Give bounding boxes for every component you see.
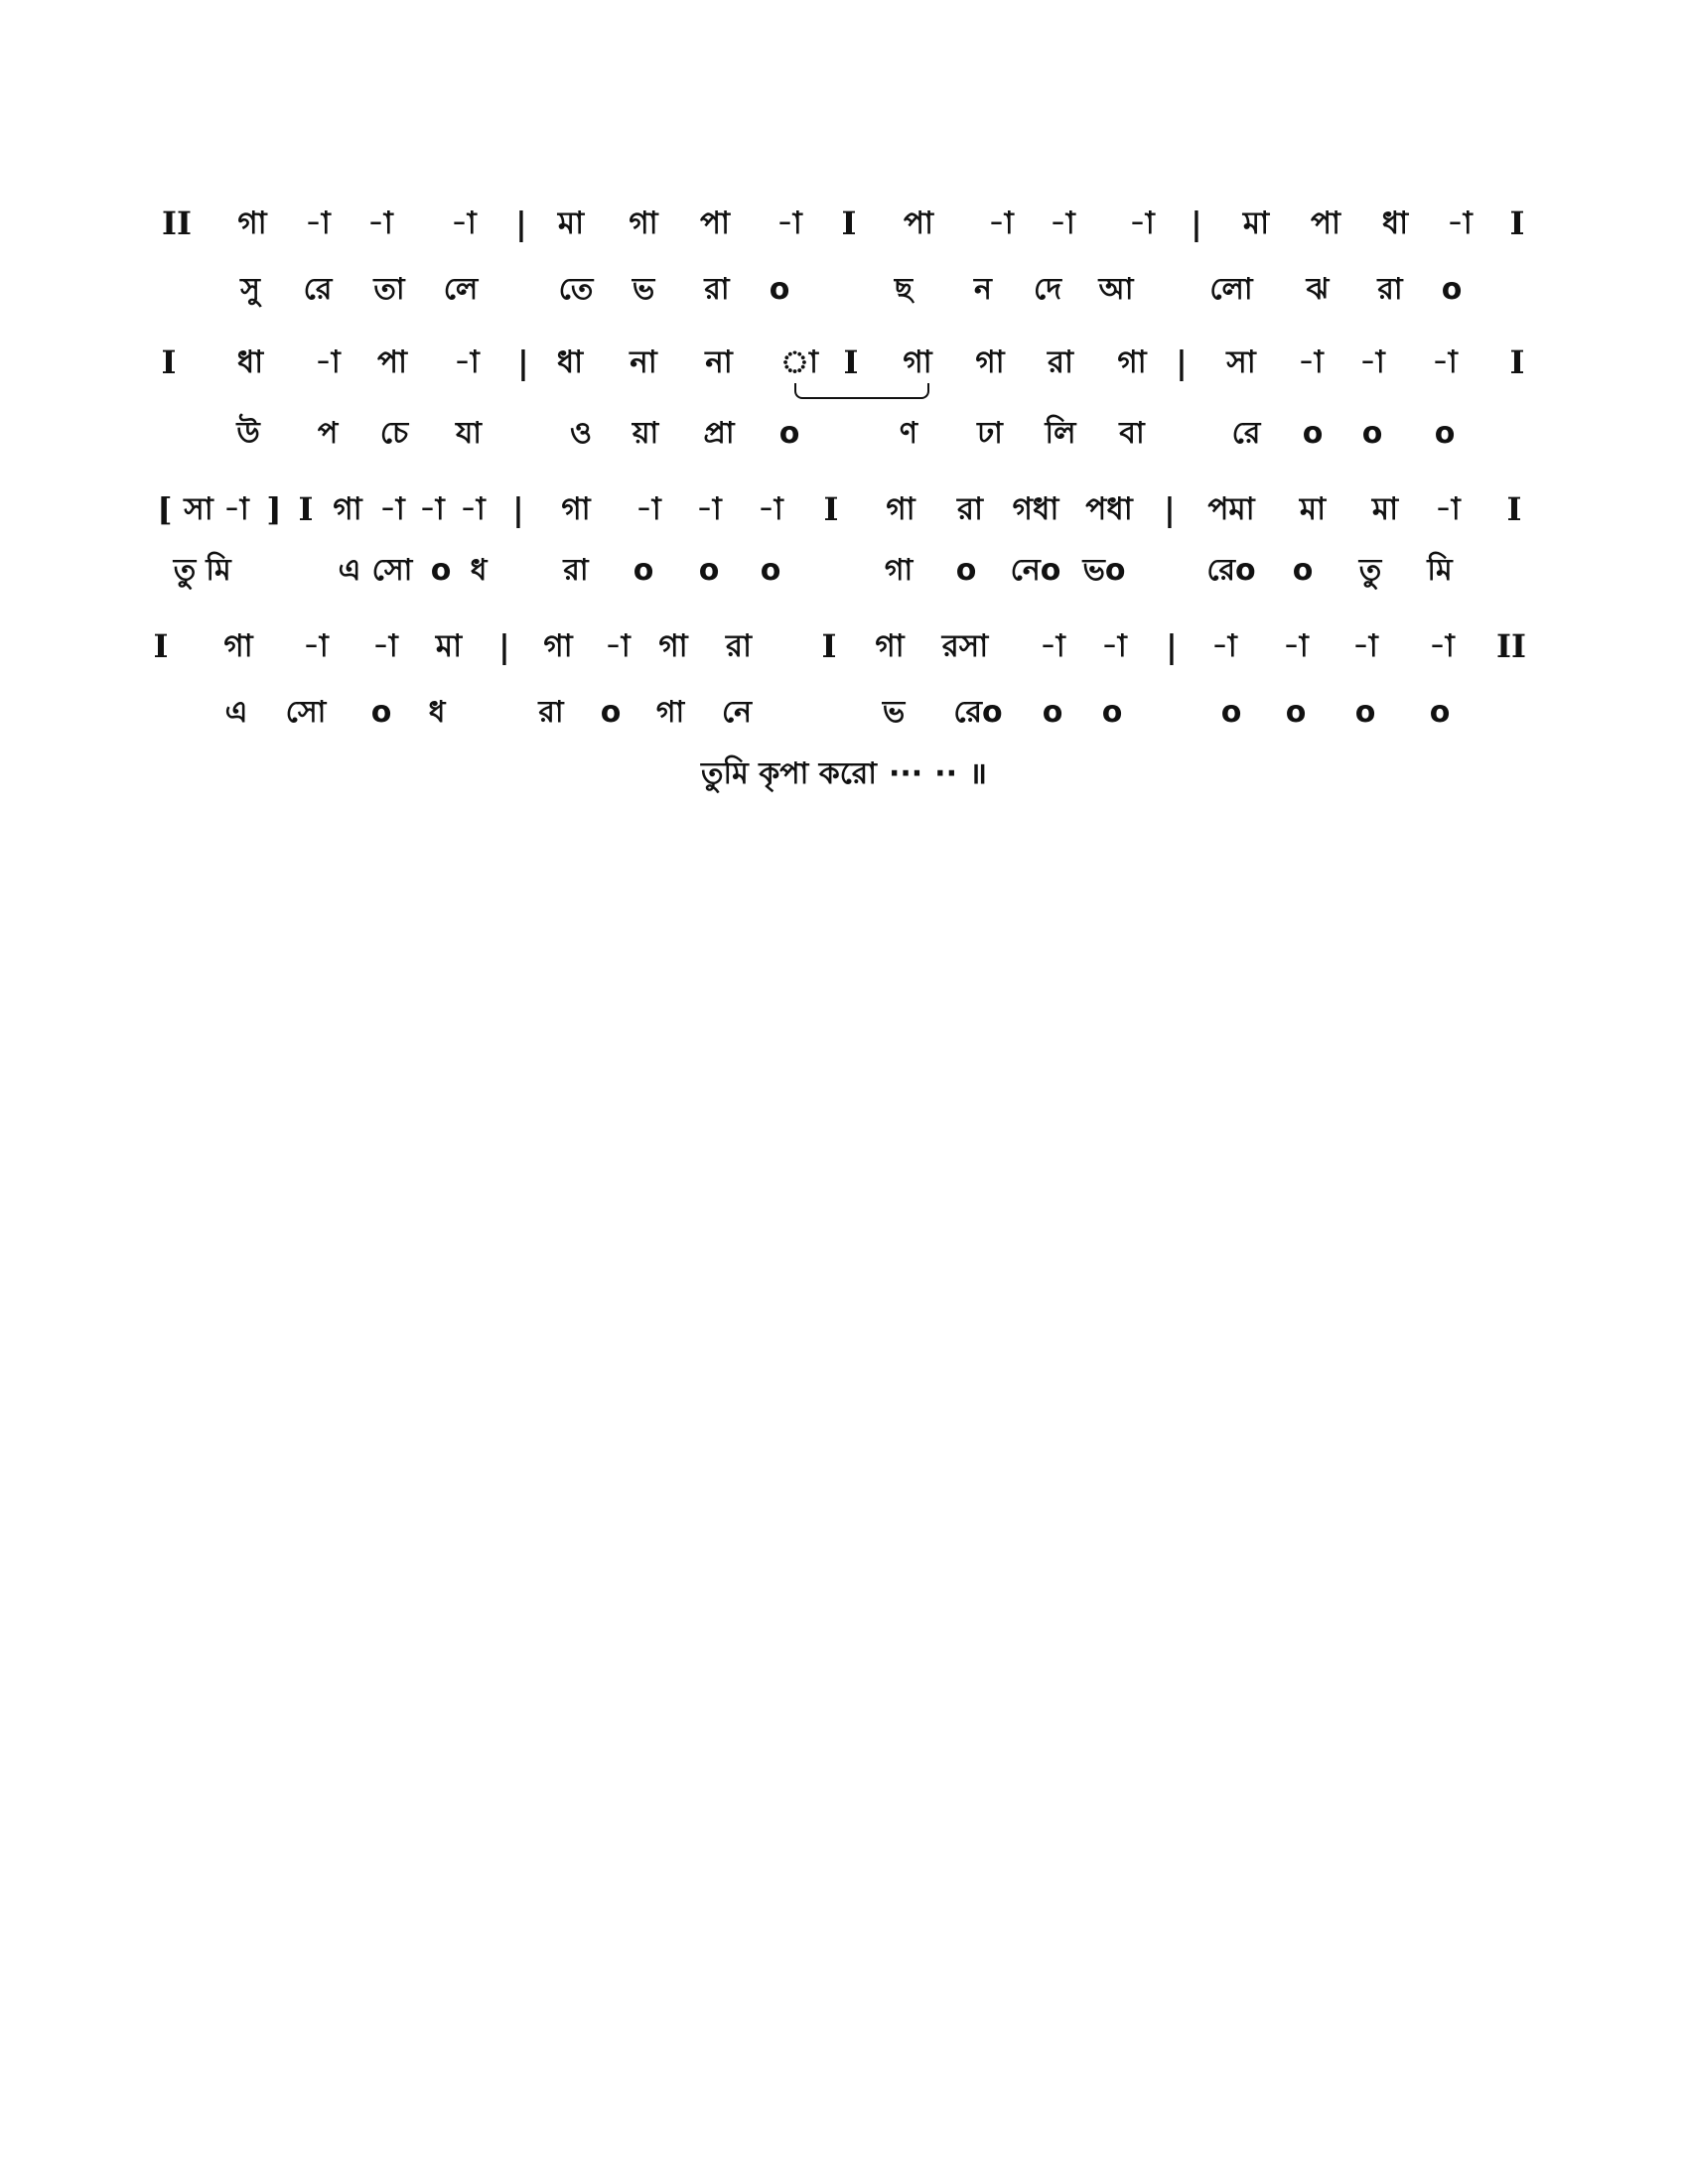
lyric-syllable: o [1302,416,1324,451]
lyric-syllable: o [1441,272,1463,307]
bracket-open: [ [157,490,173,528]
note: রা [1047,344,1074,380]
lyric-syllable: o [955,553,977,588]
note: -া [758,491,783,527]
note: -া [367,205,393,241]
note: -া [776,205,802,241]
notation-line-3-notes [0,484,1688,534]
lyric-syllable: o [1354,695,1376,730]
note: ধা [236,344,264,380]
note: রা [725,628,753,664]
lyric-syllable: য়া [632,416,659,451]
lyric-syllable: o [1429,695,1451,730]
note: সা [1226,344,1256,380]
lyric-syllable: নেo [1010,553,1061,588]
end-mark: ॥ [968,756,987,791]
lyric-syllable: তা [373,272,405,307]
note: -া [1359,344,1385,380]
notation-line-4-notes [0,621,1688,671]
section-bar: I [298,490,314,528]
lyric-syllable: o [600,695,622,730]
lyric-syllable: ছ [894,272,914,307]
note: গা [543,628,573,664]
lyric-syllable: সু [240,272,260,307]
bar-line: | [512,490,524,528]
note: -া [1050,205,1075,241]
lyric-syllable: দে [1034,272,1061,307]
note: মা [557,205,585,241]
lyric-syllable: ণ [899,416,918,451]
note: না [630,344,657,380]
lyric-syllable: প্রা [703,416,735,451]
lyric-syllable: o [1434,416,1456,451]
lyric-syllable: যা [456,416,482,451]
lyric-syllable: ভ [882,695,906,730]
notation-line-2-notes [0,338,1688,387]
note: -া [1447,205,1473,241]
note: মা [435,628,463,664]
note: া [779,344,819,380]
note: -া [419,491,445,527]
note: -া [1129,205,1155,241]
note: -া [372,628,398,664]
lyric-syllable: রে [303,272,333,307]
section-bar: I [823,490,839,528]
note: -া [605,628,631,664]
lyric-syllable: o [370,695,392,730]
lyric-syllable: ভ [632,272,655,307]
lyric-syllable: o [760,553,781,588]
notation-line-3-lyrics [0,546,1688,596]
note: গা [223,628,253,664]
lyric-syllable: o [430,553,452,588]
notation-line-1-lyrics [0,265,1688,315]
note: সা [184,491,213,527]
section-bar: I [161,343,177,381]
refrain-text: তুমি কৃপা করো [701,756,877,791]
bar-line: | [517,343,529,381]
lyric-syllable: গা [655,695,685,730]
note: গা [561,491,591,527]
lyric-syllable: o [1101,695,1123,730]
lyric-syllable: মি [1427,553,1453,588]
notation-line-2-lyrics [0,409,1688,459]
note: -া [451,205,477,241]
ellipsis-dots: ·· [934,756,957,791]
refrain-line [0,750,1688,799]
lyric-syllable: মি [206,553,231,588]
note: -া [1435,491,1461,527]
note: -া [988,205,1014,241]
note: -া [454,344,480,380]
lyric-syllable: ঢা [977,416,1003,451]
ellipsis-dots: ··· [888,756,923,791]
note: -া [1432,344,1458,380]
lyric-syllable: ন [974,272,992,307]
note: মা [1371,491,1399,527]
lyric-syllable: ও [569,416,593,451]
note: মা [1299,491,1327,527]
note: গধা [1012,491,1059,527]
note: গা [237,205,267,241]
lyric-syllable: বা [1119,416,1145,451]
lyric-syllable: o [769,272,790,307]
note: পা [699,205,731,241]
note: গা [875,628,905,664]
note: পা [1310,205,1341,241]
section-bar: I [841,205,857,242]
note: -া [223,491,249,527]
bar-line: | [1176,343,1188,381]
note: রসা [941,628,989,664]
note: -া [1429,628,1455,664]
bar-line: | [1164,490,1176,528]
lyric-syllable: রা [1377,272,1403,307]
note: -া [635,491,661,527]
lyric-syllable: লো [1209,272,1253,307]
lyric-syllable: তু [173,553,197,588]
section-bar: I [153,627,169,665]
lyric-syllable: তে [558,272,594,307]
lyric-syllable: o [1285,695,1307,730]
note: গা [1117,344,1147,380]
slur-mark [794,383,929,399]
note: -া [303,628,329,664]
note: গা [975,344,1005,380]
section-bar: I [1509,205,1525,242]
lyric-syllable: সো [285,695,327,730]
lyric-syllable: রে [1231,416,1261,451]
lyric-syllable: তু [1358,553,1382,588]
note: -া [315,344,341,380]
lyric-syllable: o [1361,416,1383,451]
note: -া [696,491,722,527]
note: -া [305,205,331,241]
note: -া [1283,628,1309,664]
note: ধা [1381,205,1409,241]
lyric-syllable: o [1220,695,1242,730]
lyric-syllable: নে [721,695,753,730]
section-bar: I [821,627,837,665]
lyric-syllable: এ [338,553,361,588]
note: -া [460,491,486,527]
lyric-syllable: ধ [428,695,446,730]
note: -া [1101,628,1127,664]
lyric-syllable: ভo [1082,553,1126,588]
note: না [705,344,733,380]
section-bar: I [1506,490,1522,528]
note: -া [379,491,405,527]
note: গা [886,491,915,527]
lyric-syllable: ঝ [1306,272,1330,307]
lyric-syllable: ধ [470,553,488,588]
lyric-syllable: চে [379,416,409,451]
lyric-syllable: প [317,416,339,451]
bar-line: | [1191,205,1202,242]
lyric-syllable: গা [884,553,914,588]
notation-line-4-lyrics [0,688,1688,738]
lyric-syllable: এ [224,695,248,730]
bar-line: | [515,205,527,242]
lyric-syllable: সো [371,553,413,588]
note: গা [658,628,688,664]
lyric-syllable: রেo [953,695,1003,730]
lyric-syllable: o [698,553,720,588]
note: গা [629,205,658,241]
note: গা [903,344,932,380]
note: -া [1040,628,1065,664]
bracket-close: ] [266,490,282,528]
note: -া [1298,344,1324,380]
lyric-syllable: o [778,416,800,451]
note: মা [1242,205,1270,241]
note: পমা [1207,491,1255,527]
note: গা [333,491,362,527]
lyric-syllable: আ [1098,272,1134,307]
lyric-syllable: রা [563,553,589,588]
double-bar: II [162,205,192,242]
notation-line-1-notes [0,199,1688,248]
lyric-syllable: o [1042,695,1063,730]
section-bar: I [843,343,859,381]
lyric-syllable: লে [443,272,479,307]
lyric-syllable: রা [538,695,564,730]
note: ধা [556,344,584,380]
double-bar: II [1496,627,1526,665]
section-bar: I [1509,343,1525,381]
lyric-syllable: রেo [1206,553,1256,588]
bar-line: | [1166,627,1178,665]
note: -া [1211,628,1237,664]
lyric-syllable: উ [236,416,260,451]
lyric-syllable: o [633,553,654,588]
note: পা [376,344,408,380]
lyric-syllable: লি [1045,416,1076,451]
lyric-syllable: রা [704,272,730,307]
note: পা [903,205,934,241]
note: পধা [1085,491,1133,527]
bar-line: | [498,627,510,665]
note: -া [1352,628,1378,664]
note: রা [956,491,984,527]
lyric-syllable: o [1292,553,1314,588]
